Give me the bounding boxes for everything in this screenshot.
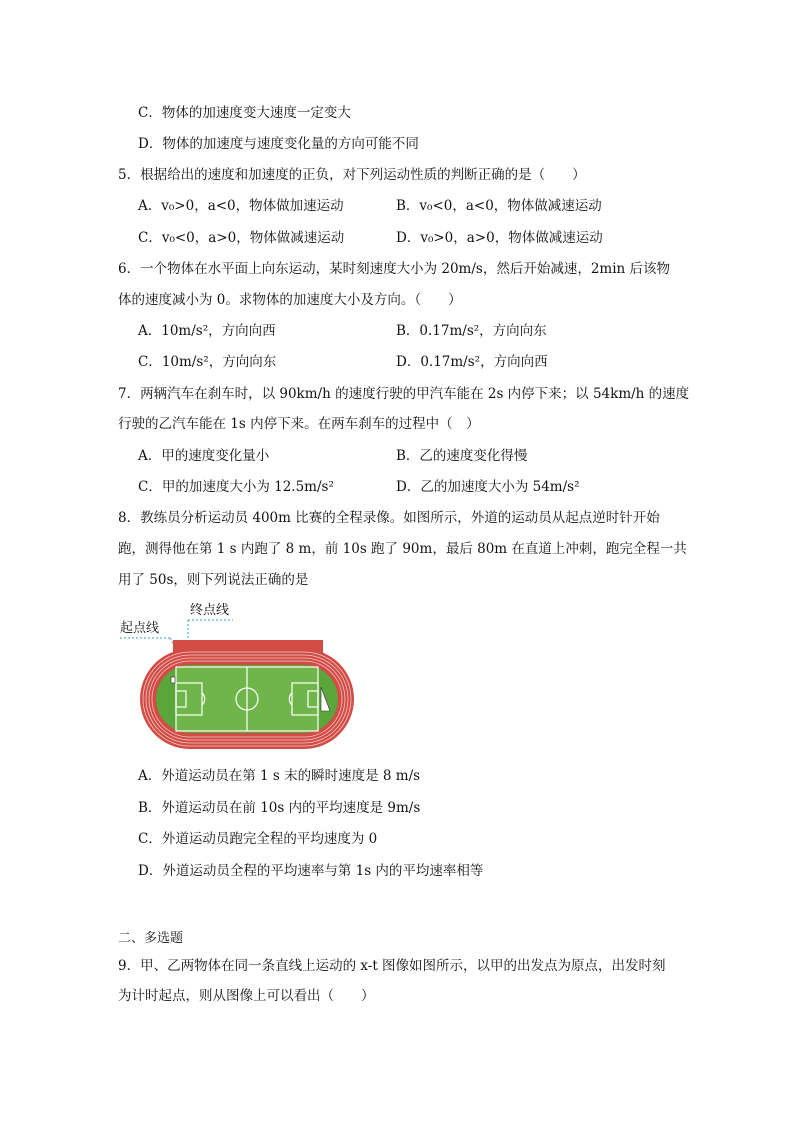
q5-option-b: B．v₀<0，a<0，物体做减速运动 [396,198,602,214]
q5-option-d: D．v₀>0，a>0，物体做减速运动 [396,230,603,246]
q7-stem-line1: 7．两辆汽车在刹车时，以 90km/h 的速度行驶的甲汽车能在 2s 内停下来；以 54km/h 的速度 [118,386,690,402]
q7-stem-line2: 行驶的乙汽车能在 1s 内停下来。在两车刹车的过程中（ ） [118,416,480,432]
q8-option-b: B．外道运动员在前 10s 内的平均速度是 9m/s [138,800,421,816]
running-track-figure [118,603,363,753]
q6-option-a: A．10m/s²，方向向西 [138,323,276,339]
q5-stem: 5．根据给出的速度和加速度的正负，对下列运动性质的判断正确的是（ ） [118,167,586,183]
q6-option-b: B．0.17m/s²，方向向东 [396,323,547,339]
q5-option-c: C．v₀<0，a>0，物体做减速运动 [138,230,345,246]
q9-stem-line1: 9．甲、乙两物体在同一条直线上运动的 x-t 图像如图所示，以甲的出发点为原点，出发时刻 [118,958,666,974]
q4-option-c: C．物体的加速度变大速度一定变大 [138,105,351,121]
q8-stem-line3: 用了 50s，则下列说法正确的是 [118,572,309,588]
q7-option-b: B．乙的速度变化得慢 [396,448,528,464]
q9-stem-line2: 为计时起点，则从图像上可以看出（ ） [118,988,375,1004]
finish-line-label: 终点线 [190,603,230,618]
q8-stem-line2: 跑，测得他在第 1 s 内跑了 8 m，前 10s 跑了 90m，最后 80m 在直道上冲刺，跑完全程一共 [118,541,687,557]
q8-option-a: A．外道运动员在第 1 s 末的瞬时速度是 8 m/s [138,768,421,784]
q8-option-c: C．外道运动员跑完全程的平均速度为 0 [138,831,378,847]
q6-option-d: D．0.17m/s²，方向向西 [396,354,548,370]
start-line-label: 起点线 [120,621,160,636]
q8-option-d: D．外道运动员全程的平均速率与第 1s 内的平均速率相等 [138,863,484,879]
q7-option-a: A．甲的速度变化量小 [138,448,270,464]
q6-stem-line2: 体的速度减小为 0。求物体的加速度大小及方向。（ ） [118,292,462,308]
q6-option-c: C．10m/s²，方向向东 [138,354,277,370]
q8-stem-line1: 8．教练员分析运动员 400m 比赛的全程录像。如图所示，外道的运动员从起点逆时针开始 [118,510,660,526]
section-heading: 二、多选题 [118,931,184,946]
q4-option-d: D．物体的加速度与速度变化量的方向可能不同 [138,136,419,152]
q5-option-a: A．v₀>0，a<0，物体做加速运动 [138,198,344,214]
q6-stem-line1: 6．一个物体在水平面上向东运动，某时刻速度大小为 20m/s，然后开始减速，2min 后该物 [118,261,671,277]
left-marker [171,677,175,683]
q7-option-c: C．甲的加速度大小为 12.5m/s² [138,479,334,495]
q7-option-d: D．乙的加速度大小为 54m/s² [396,479,580,495]
